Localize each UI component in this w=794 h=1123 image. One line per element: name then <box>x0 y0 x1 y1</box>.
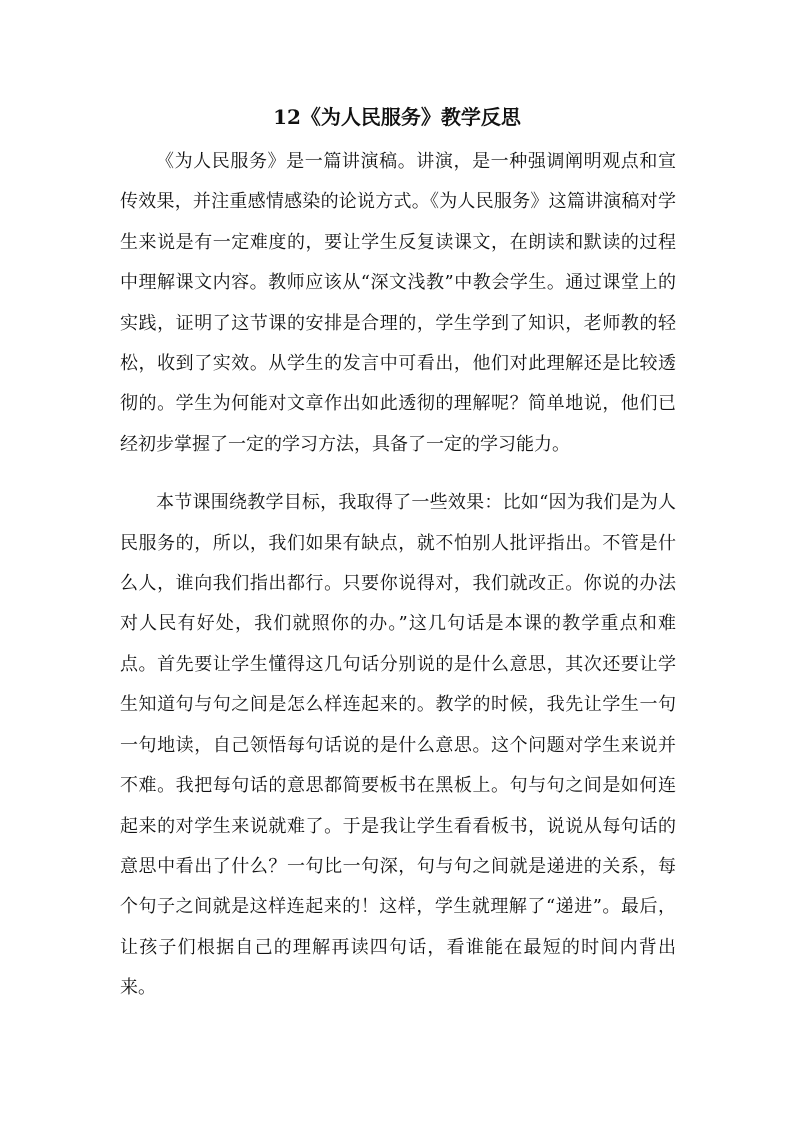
document-body <box>120 142 676 1009</box>
paragraph-2: 本节课围绕教学目标，我取得了一些效果：比如“因为我们是为人民服务的，所以，我们如果有缺点，就不怕别人批评指出。不管是什么人，谁向我们指出都行。只要你说得对，我们就改正。你说的办法对人民有好处，我们就照你的办。”这几句话是本课的教学重点和难点。首先要让学生懂得这几句话分别说的是什么意思，其次还要让学生知道句与句之间是怎么样连起来的。教学的时候，我先让学生一句一句地读，自己领悟每句话说的是什么意思。这个问题对学生来说并不难。我把每句话的意思都简要板书在黑板上。句与句之间是如何连起来的对学生来说就难了。于是我让学生看看板书，说说从每句话的意思中看出了什么？一句比一句深，句与句之间就是递进的关系，每个句子之间就是这样连起来的！这样，学生就理解了“递进”。最后，让孩子们根据自己的理解再读四句话，看谁能在最短的时间内背出来。 <box>120 492 676 999</box>
document-title: 12《为人民服务》教学反思 <box>273 105 521 129</box>
paragraph-1: 《为人民服务》是一篇讲演稿。讲演，是一种强调阐明观点和宣传效果，并注重感情感染的论说方式。《为人民服务》这篇讲演稿对学生来说是有一定难度的，要让学生反复读课文，在朗读和默读的过程中理解课文内容。教师应该从“深文浅教”中教会学生。通过课堂上的实践，证明了这节课的安排是合理的，学生学到了知识，老师教的轻松，收到了实效。从学生的发言中可看出，他们对此理解还是比较透彻的。学生为何能对文章作出如此透彻的理解呢？简单地说，他们已经初步掌握了一定的学习方法，具备了一定的学习能力。 <box>120 151 676 455</box>
